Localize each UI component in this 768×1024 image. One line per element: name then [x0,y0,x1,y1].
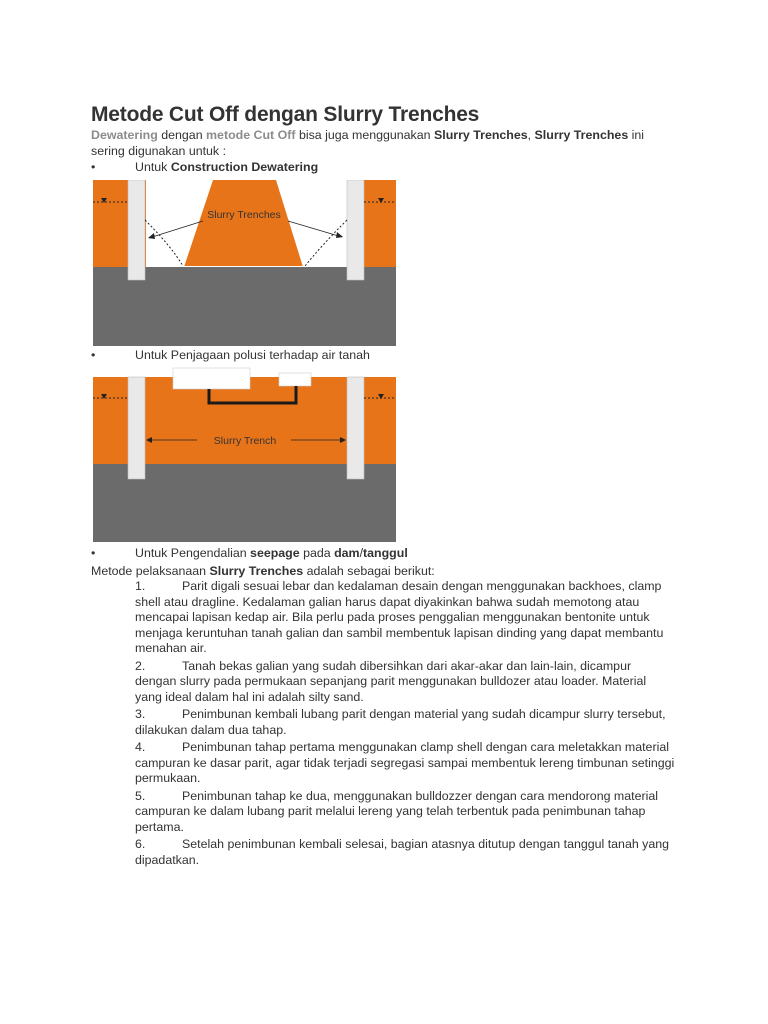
pollution-control-diagram [93,366,396,542]
method-suffix: adalah sebagai berikut: [303,564,435,578]
step-text: Setelah penimbunan kembali selesai, bagian atasnya ditutup dengan tanggul tanah yang dipadatkan. [135,837,670,867]
diagram-label: Slurry Trenches [207,209,281,221]
bullet-tanggul: tanggul [363,546,408,560]
surface-structure-2 [279,373,311,386]
steps-list [135,579,675,870]
method-intro [91,564,435,580]
step-item [135,579,675,657]
page-title: Metode Cut Off dengan Slurry Trenches [91,103,480,126]
intro-slurry-1: Slurry Trenches [433,128,528,142]
slurry-wall-right [347,180,364,280]
bullet-mid: pada [299,546,335,560]
step-text: Penimbunan kembali lubang parit dengan material yang sudah dicampur slurry tersebut, dilakukan dalam dua tahap. [135,707,666,737]
intro-dewatering: Dewatering [91,128,158,142]
step-text: Parit digali sesuai lebar dan kedalaman desain dengan menggunakan backhoes, clamp shell atau dragline. Kedalaman galian harus dapat diyakinkan bahwa sudah memotong atau mencapai lapisan kedap air. Bila perlu pada proses penggalian menggunakan bentonite untuk menjaga keruntuhan tanah galian dan sambil membentuk lapisan dinding yang dapat membantu menahan air. [135,579,664,655]
step-text: Penimbunan tahap ke dua, menggunakan bulldozzer dengan cara mendorong material campuran ke dalam lubang parit melalui lereng yang telah terbentuk pada penimbunan tahap pertama. [135,788,658,834]
step-number: 5. [135,788,146,803]
intro-slurry-2: Slurry Trenches [534,128,629,142]
intro-paragraph [91,128,671,159]
bullet-text: Untuk Penjagaan polusi terhadap air tanah [135,348,370,362]
intro-text-1: dengan [157,128,207,142]
bullet-slash: / [359,546,364,560]
bullet-dam: dam [334,546,360,560]
bullet-bold: Construction Dewatering [170,160,319,174]
method-bold: Slurry Trenches [209,564,304,578]
slurry-wall-left [128,180,145,280]
intro-text-3: ini sering digunakan untuk : [91,128,645,158]
bullet-dot: • [91,348,96,362]
step-text: Penimbunan tahap pertama menggunakan clamp shell dengan cara meletakkan material campuran ke dasar parit, agar tidak terjadi segregasi sampai membentuk lereng timbunan setinggi permukaan. [135,740,675,785]
bullet-dot: • [91,546,96,560]
method-prefix: Metode pelaksanaan [91,564,210,578]
bullet-prefix: Untuk [135,160,171,174]
construction-dewatering-diagram [93,180,396,346]
intro-cut-off: metode Cut Off [206,128,296,142]
diagram-label: Slurry Trench [213,435,277,447]
step-item [135,837,675,868]
step-number: 3. [135,707,146,721]
surface-structure-1 [173,368,250,389]
step-number: 1. [135,579,146,593]
bullet-dot: • [91,160,96,174]
step-item [135,707,675,738]
step-item [135,789,675,836]
slurry-wall-right [347,377,364,479]
step-number: 6. [135,837,146,851]
step-text: Tanah bekas galian yang sudah dibersihkan dari akar-akar dan lain-lain, dicampur dengan slurry pada permukaan sepanjang parit menggunakan bulldozer atau loader. Material yang ideal dalam hal ini adalah silty sand. [135,658,647,704]
step-item [135,740,675,787]
step-item [135,659,675,706]
intro-comma: , [527,128,535,142]
bullet-seepage: seepage [250,546,300,560]
step-number: 2. [135,658,146,673]
bullet-prefix: Untuk Pengendalian [135,546,251,560]
step-number: 4. [135,740,146,754]
bullet-text [135,546,408,562]
intro-text-2: bisa juga menggunakan [295,128,434,142]
slurry-wall-left [128,377,145,479]
bullet-text [135,160,318,176]
